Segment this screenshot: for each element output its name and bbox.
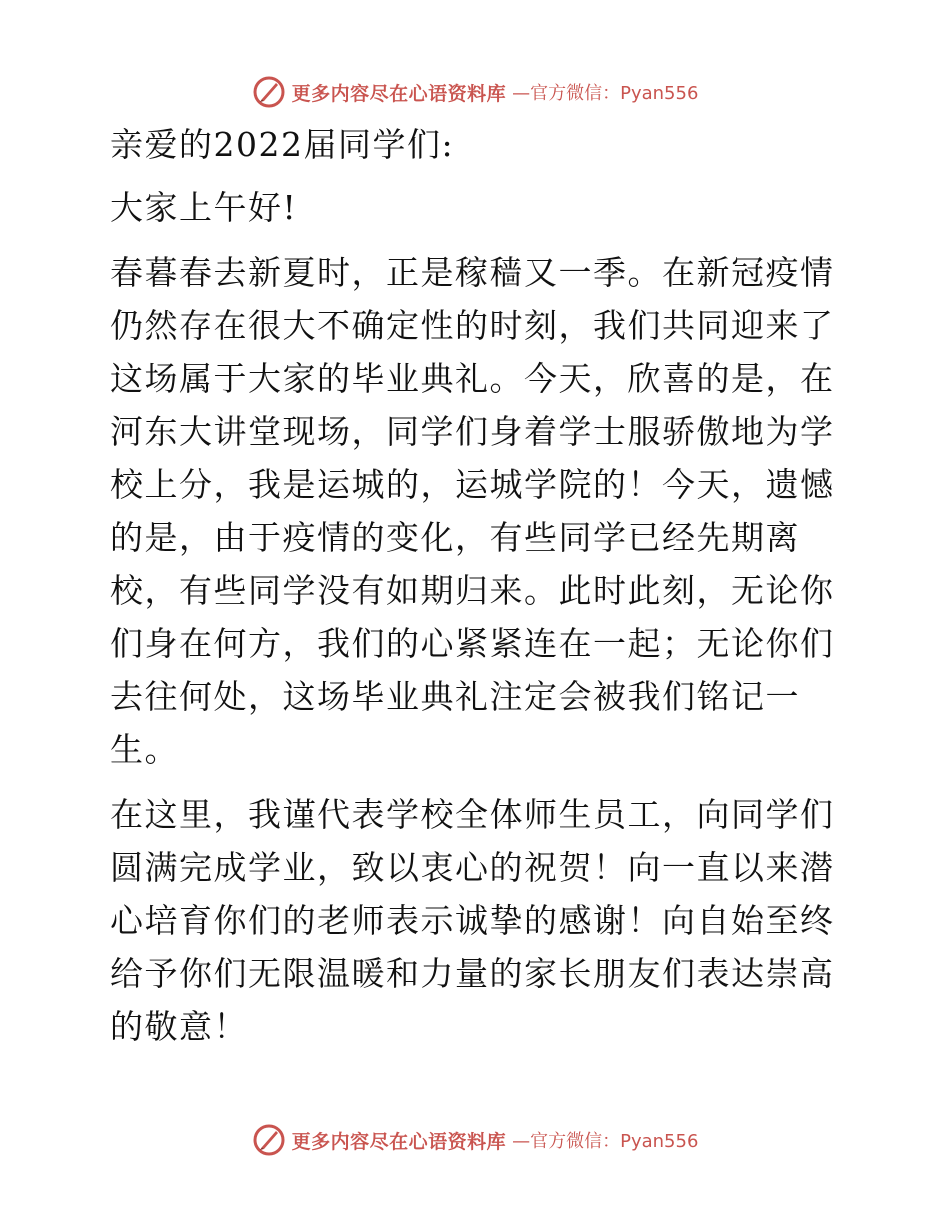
watermark-sub-text: —官方微信：Pyan556 [512, 1131, 699, 1152]
watermark-sub-text: —官方微信：Pyan556 [512, 83, 699, 104]
footer-watermark [0, 1120, 950, 1160]
letter-salutation: 亲爱的2022届同学们: [110, 125, 455, 164]
letter-greeting: 大家上午好! [110, 188, 298, 227]
quill-logo-icon [252, 1123, 286, 1157]
watermark-main-text: 更多内容尽在心语资料库 [291, 1130, 507, 1153]
header-watermark [0, 72, 950, 112]
quill-logo-icon [252, 75, 286, 109]
letter-paragraph-2: 在这里，我谨代表学校全体师生员工，向同学们圆满完成学业，致以衷心的祝贺！向一直以来潜心培育你们的老师表示诚挚的感谢！向自始至终给予你们无限温暖和力量的家长朋友们表达崇高的敬意！ [110, 795, 835, 1046]
watermark-main-text: 更多内容尽在心语资料库 [291, 82, 507, 105]
letter-paragraph-1: 春暮春去新夏时，正是稼穑又一季。在新冠疫情仍然存在很大不确定性的时刻，我们共同迎来了这场属于大家的毕业典礼。今天，欣喜的是，在河东大讲堂现场，同学们身着学士服骄傲地为学校上分，我是运城的，运城学院的！今天，遗憾的是，由于疫情的变化，有些同学已经先期离校，有些同学没有如期归来。此时此刻，无论你们身在何方，我们的心紧紧连在一起；无论你们去往何处，这场毕业典礼注定会被我们铭记一生。 [110, 253, 835, 769]
letter-body [98, 118, 850, 1053]
